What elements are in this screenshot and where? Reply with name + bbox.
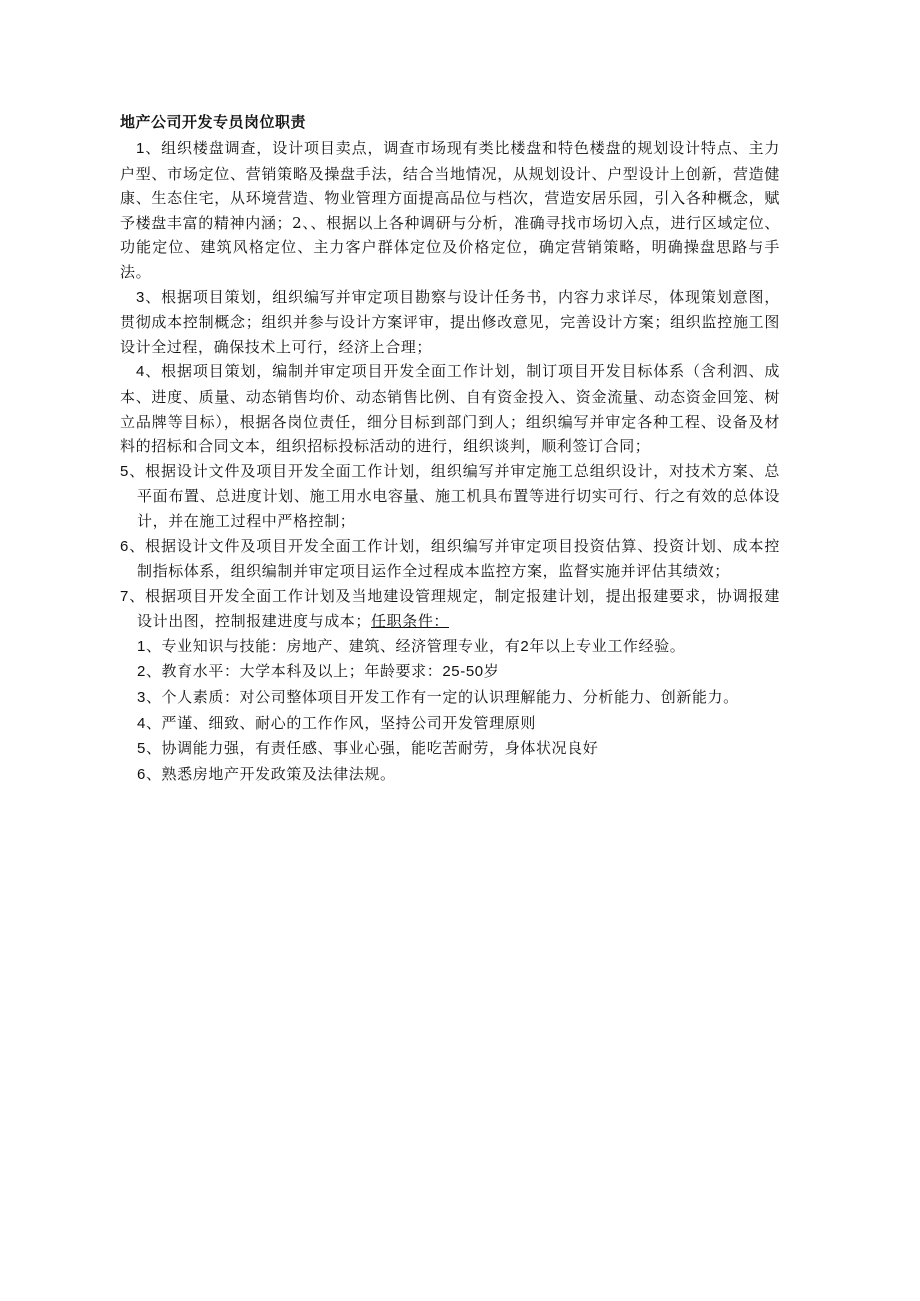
duty-text: 、根据项目策划，组织编写并审定项目勘察与设计任务书，内容力求详尽，体现策划意图，贯彻成本控制概念；组织并参与设计方案评审，提出修改意见，完善设计方案；组织监控施工图设计全过程，确保技术上可行，经济上合理； <box>120 287 780 356</box>
document-title: 地产公司开发专员岗位职责 <box>120 113 307 131</box>
requirement-number: 6 <box>137 765 146 783</box>
duty-text: 、根据设计文件及项目开发全面工作计划，组织编写并审定项目投资估算、投资计划、成本控制指标体系，组织编制并审定项目运作全过程成本监控方案，监督实施并评估其绩效； <box>128 536 780 581</box>
requirement-number: 3 <box>137 689 146 707</box>
duty-number: 3 <box>136 288 145 306</box>
duty-text: 、组织楼盘调查，设计项目卖点，调查市场现有类比楼盘和特色楼盘的规划设计特点、主力户型、市场定位、营销策略及操盘手法，结合当地情况，从规划设计、户型设计上创新，营造健康、生态住宅，从环境营造、物业管理方面提高品位与档次，营造安居乐园，引入各种概念，赋予楼盘丰富的精神内涵；2、、根据以上各种调研与分析，准确寻找市场切入点，进行区域定位、功能定位、建筑风格定位、主力客户群体定位及价格定位，确定营销策略，明确操盘思路与手法。 <box>120 139 780 281</box>
requirement-item-5 <box>120 736 780 762</box>
requirement-text: 、熟悉房地产开发政策及法律法规。 <box>145 764 396 783</box>
duty-item-1 <box>120 136 780 285</box>
requirements-heading: 任职条件： <box>371 612 450 631</box>
requirement-number: 5 <box>137 740 146 758</box>
requirement-number: 4 <box>137 714 146 732</box>
requirement-text-tail: 岁 <box>483 662 500 681</box>
duty-item-5 <box>120 459 780 534</box>
requirement-value: 2 <box>520 637 530 655</box>
duty-number: 4 <box>136 363 145 381</box>
requirement-text: 、教育水平：大学本科及以上；年龄要求： <box>145 662 443 681</box>
requirement-value: 25-50 <box>442 663 484 681</box>
requirement-item-3 <box>120 685 780 711</box>
requirement-item-6 <box>120 762 780 788</box>
duty-text: 、根据设计文件及项目开发全面工作计划，组织编写并审定施工总组织设计，对技术方案、总平面布置、总进度计划、施工用水电容量、施工机具布置等进行切实可行、行之有效的总体设计，并在施工过程中严格控制； <box>128 461 780 530</box>
requirement-text: 、专业知识与技能：房地产、建筑、经济管理专业，有 <box>145 636 521 655</box>
duty-text: 、根据项目开发全面工作计划及当地建设管理规定，制定报建计划，提出报建要求，协调报建设计出图，控制报建进度与成本； <box>128 586 780 631</box>
requirement-number: 2 <box>137 663 146 681</box>
duty-item-7 <box>120 584 780 634</box>
requirement-item-4 <box>120 711 780 737</box>
duty-item-6 <box>120 534 780 584</box>
requirement-item-1 <box>120 634 780 660</box>
requirement-text: 、严谨、细致、耐心的工作作风，坚持公司开发管理原则 <box>145 713 536 732</box>
requirement-text: 、个人素质：对公司整体项目开发工作有一定的认识理解能力、分析能力、创新能力。 <box>145 688 739 707</box>
duty-item-3 <box>120 285 780 360</box>
document-body <box>120 110 780 787</box>
duty-number: 7 <box>120 587 129 605</box>
duty-item-4 <box>120 359 780 458</box>
duty-number: 1 <box>136 140 145 157</box>
requirement-text-tail: 年以上专业工作经验。 <box>529 636 686 655</box>
requirement-number: 1 <box>137 637 146 655</box>
duty-number: 6 <box>120 537 129 555</box>
duty-text: 、根据项目策划，编制并审定项目开发全面工作计划，制订项目开发目标体系（含利泗、成本、进度、质量、动态销售均价、动态销售比例、自有资金投入、资金流量、动态资金回笼、树立品牌等目标），根据各岗位责任，细分目标到部门到人；组织编写并审定各种工程、设备及材料的招标和合同文本，组织招标投标活动的进行，组织谈判，顺利签订合同； <box>120 362 780 456</box>
requirement-text: 、协调能力强，有责任感、事业心强，能吃苦耐劳，身体状况良好 <box>145 739 599 758</box>
duty-number: 5 <box>120 462 129 480</box>
requirement-item-2 <box>120 659 780 685</box>
